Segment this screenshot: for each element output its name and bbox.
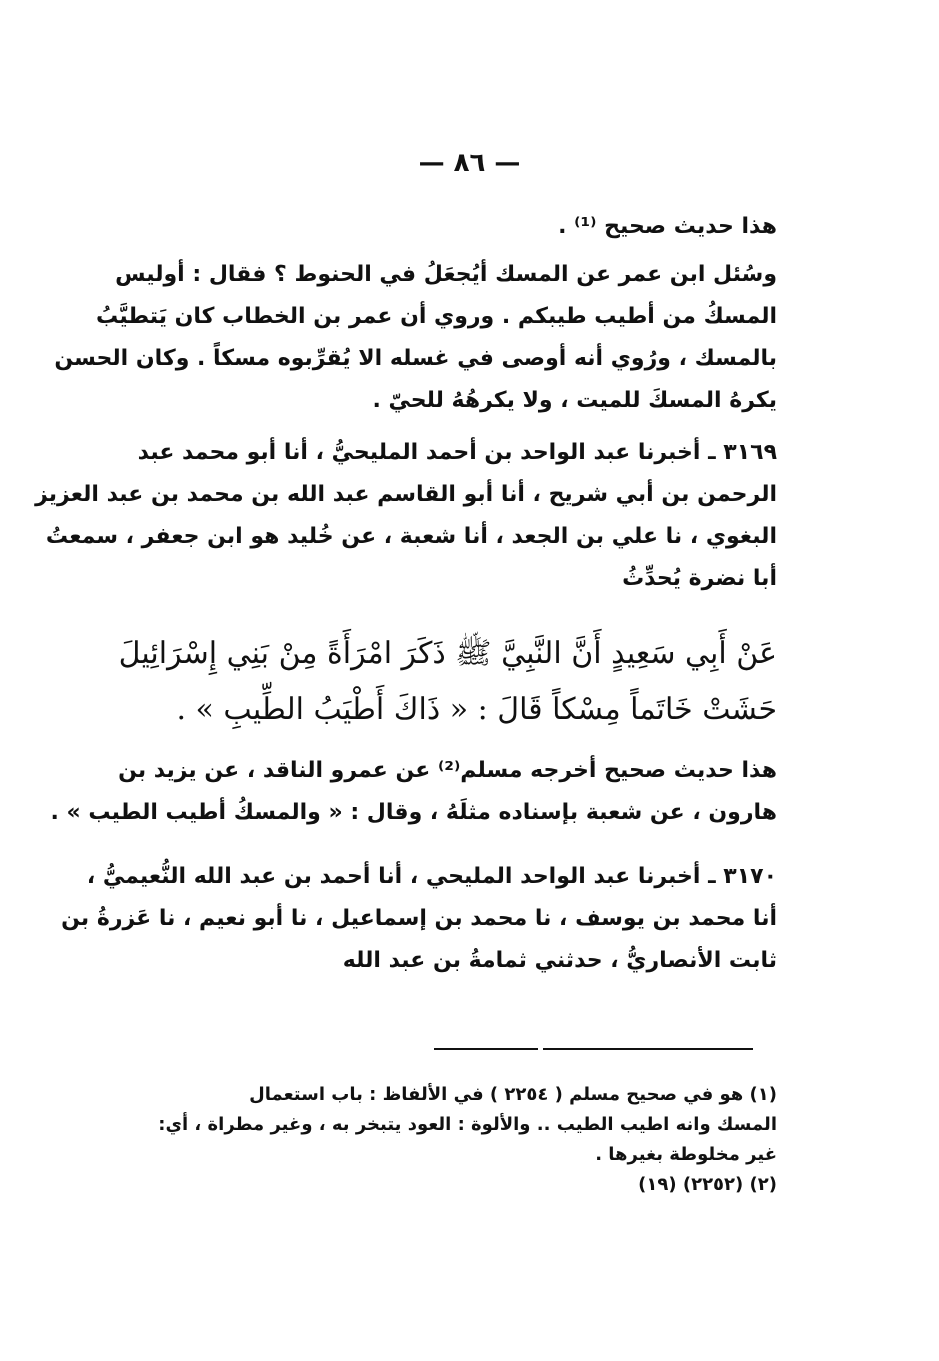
paragraph-hadith-verdict [137,206,777,248]
hadith-matn [118,626,777,738]
text-line: الرحمن بن أبي شريح ، أنا أبو القاسم عبد الله بن محمد بن عبد العزيز [35,482,777,507]
text-line: ثابت الأنصاريُّ ، حدثني ثمامةُ بن عبد الله [342,948,777,973]
paragraph-isnad-3169 [35,432,777,600]
footnote-separator [543,1048,753,1050]
footnote-line: غير مخلوطة بغيرها . [595,1144,777,1165]
footnote-line: (٢) (٢٢٥٢) (١٩) [638,1174,777,1195]
paragraph-takhrij [50,750,777,834]
footnote-line: المسك وانه اطيب الطيب .. والألوة : العود يتبخر به ، وغير مطراة ، أي: [158,1114,777,1135]
text-line: هذا حديث صحيح أخرجه مسلم⁽²⁾ عن عمرو الناقد ، عن يزيد بن [118,758,777,783]
footnote-line: (١) هو في صحيح مسلم ( ٢٢٥٤ ) في الألفاظ : باب استعمال [249,1084,777,1105]
hadith-line: عَنْ أَبِي سَعِيدٍ أَنَّ النَّبِيَّ ﷺ ذَكَرَ امْرَأَةً مِنْ بَنِي إِسْرَائِيلَ [118,636,777,671]
text-line: هارون ، عن شعبة بإسناده مثلَهُ ، وقال : « والمسكُ أطيب الطيب » . [50,800,777,825]
page-number: — ٨٦ — [418,148,521,178]
text-line: المسكُ من أطيب طيبكم . وروي أن عمر بن الخطاب كان يَتطيَّبُ [96,304,777,329]
hadith-line: حَشَتْ خَاتَماً مِسْكاً قَالَ : « ذَاكَ أَطْيَبُ الطِّيبِ » . [176,692,777,727]
text-line: أنا محمد بن يوسف ، نا محمد بن إسماعيل ، نا أبو نعيم ، نا عَزرةُ بن [61,906,777,931]
footnote-separator [434,1048,538,1050]
text-line: ٣١٧٠ ـ أخبرنا عبد الواحد المليحي ، أنا أحمد بن عبد الله النُّعيميُّ ، [86,864,777,889]
text-line: البغوي ، نا علي بن الجعد ، أنا شعبة ، عن خُليد هو ابن جعفر ، سمعتُ [45,524,777,549]
text-line: وسُئل ابن عمر عن المسك أيُجعَلُ في الحنوط ؟ فقال : أوليس [115,262,777,287]
text-line: هذا حديث صحيح ⁽¹⁾ . [558,214,777,239]
paragraph-musk-question [54,254,777,422]
paragraph-isnad-3170 [61,856,777,982]
text-line: يكرهُ المسكَ للميت ، ولا يكرهُهُ للحيّ . [372,388,777,413]
text-line: بالمسك ، ورُوي أنه أوصى في غسله الا يُقرِّبوه مسكاً . وكان الحسن [54,346,777,371]
text-line: ٣١٦٩ ـ أخبرنا عبد الواحد بن أحمد المليحيُّ ، أنا أبو محمد عبد [137,440,777,465]
text-line: أبا نضرة يُحدِّثُ [622,566,777,591]
footnotes [137,1080,777,1200]
